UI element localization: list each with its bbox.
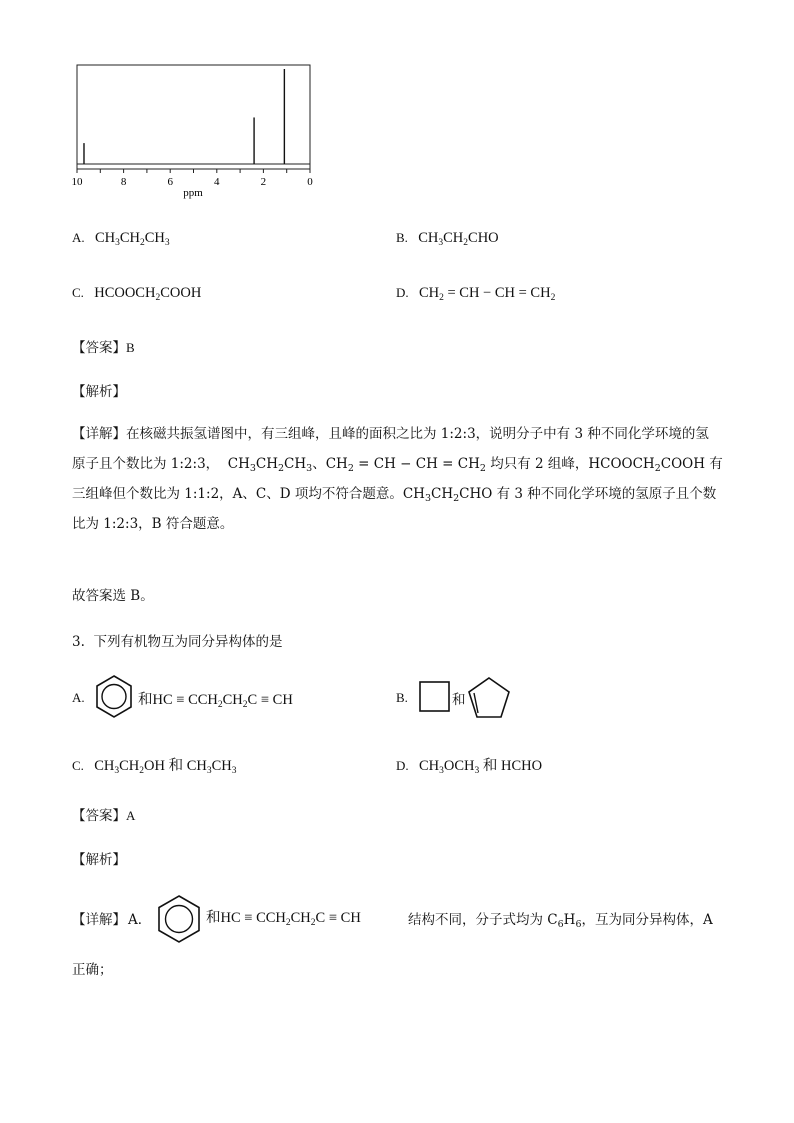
option-label: A.: [72, 690, 85, 705]
option-label: B.: [396, 230, 408, 245]
detail-line: [72, 421, 732, 447]
x-tick-label: 8: [120, 176, 127, 188]
q2-option-c: [72, 285, 201, 302]
detail-line: 三组峰但个数比为 1:1:2，A、C、D 项均不符合题意。$CH_3CH_2CHO$ 有 3 种不同化学环境的氢原子且个数: [72, 486, 717, 504]
option-formula: $CH_3OCH_3$ 和 HCHO: [418, 758, 543, 776]
option-label: D.: [396, 758, 409, 773]
answer-tag: 【答案】: [72, 808, 126, 824]
benzene-ring-icon: [94, 674, 134, 720]
q3-stem: 3. 下列有机物互为同分异构体的是: [72, 634, 283, 650]
option-label: A.: [72, 230, 85, 245]
nmr-spectrum-chart: [0, 0, 340, 205]
tick-group: [72, 169, 314, 188]
x-axis-label: ppm: [183, 187, 203, 199]
conjunction-text: 和: [452, 692, 466, 708]
q2-option-d: [396, 285, 555, 302]
option-label: B.: [396, 690, 408, 705]
detail-text: 结构不同，分子式均为 $C_6H_6$，互为同分异构体，A: [408, 912, 713, 930]
detail-line: 原子且个数比为 1:2:3， $CH_3CH_2CH_3$、$CH_2$ = CH − CH = $CH_2$ 均只有 2 组峰，$HCOOCH_2COOH$ 有: [72, 456, 723, 474]
detail-text: 在核磁共振氢谱图中，有三组峰，且峰的面积之比为 1:2:3，说明分子中有 3 种不同化学环境的氢: [126, 426, 709, 442]
q3-option-d: [396, 754, 542, 775]
x-tick-label: 2: [260, 176, 267, 188]
detail-tag: 【详解】: [72, 912, 126, 928]
x-tick-label: 10: [71, 176, 83, 188]
option-formula: $CH_3CH_2CH_3$: [94, 230, 170, 248]
benzene-ring-icon: [156, 894, 202, 944]
x-tick-label: 6: [167, 176, 173, 188]
q3-answer: [72, 804, 135, 824]
option-label: D.: [396, 285, 409, 300]
q3-option-c: [72, 754, 237, 775]
option-formula: 和HC ≡ $CCH_2CH_2C$ ≡ CH: [138, 692, 293, 710]
detail-line: 比为 1:2:3，B 符合题意。: [72, 516, 234, 532]
detail-lead: A．: [128, 912, 152, 928]
chart-frame: [77, 65, 310, 169]
x-tick-label: 4: [214, 176, 220, 188]
answer-value: B: [126, 340, 135, 355]
q3-detail-line2: 正确；: [72, 962, 113, 978]
option-formula: $HCOOCH_2COOH$: [94, 285, 202, 303]
answer-tag: 【答案】: [72, 340, 126, 356]
q2-analysis-tag: 【解析】: [72, 384, 126, 400]
detail-tag: 【详解】: [72, 426, 126, 442]
x-tick-label: 0: [307, 176, 313, 188]
q2-detail: [72, 421, 732, 537]
option-label: C.: [72, 758, 84, 773]
q2-option-b: [396, 230, 499, 247]
option-label: C.: [72, 285, 84, 300]
q2-conclusion: 故答案选 B。: [72, 588, 154, 604]
option-formula: $CH_3CH_2OH$ 和 $CH_3CH_3$: [94, 758, 237, 776]
q3-analysis-tag: 【解析】: [72, 852, 126, 868]
q2-option-a: [72, 230, 170, 247]
cyclopentene-icon: [466, 676, 512, 720]
answer-value: A: [126, 808, 136, 823]
q3-detail: [72, 894, 732, 930]
q2-answer: [72, 336, 135, 356]
option-formula: $CH_3CH_2CHO$: [418, 230, 499, 248]
cyclobutane-icon: [418, 680, 452, 714]
option-formula: $CH_2$ = CH − CH = $CH_2$: [418, 285, 556, 303]
peak-group: [84, 69, 284, 164]
detail-formula: 和HC ≡ $CCH_2CH_2C$ ≡ CH: [206, 910, 361, 928]
